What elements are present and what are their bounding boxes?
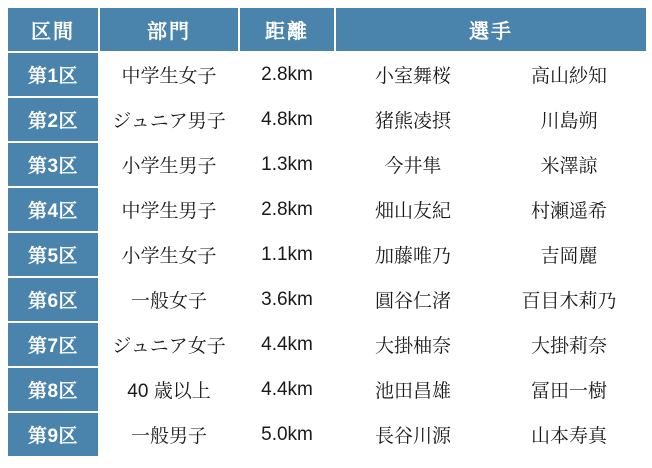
cell-runner-1: 圓谷仁渚 bbox=[335, 277, 491, 322]
cell-distance: 1.3km bbox=[239, 142, 335, 187]
cell-distance: 1.1km bbox=[239, 232, 335, 277]
cell-distance: 2.8km bbox=[239, 187, 335, 232]
cell-section: 第6区 bbox=[7, 277, 99, 322]
cell-runner-2: 高山紗知 bbox=[491, 52, 647, 97]
table-row bbox=[7, 52, 647, 97]
cell-section: 第9区 bbox=[7, 412, 99, 457]
cell-division: 一般女子 bbox=[99, 277, 239, 322]
cell-section: 第5区 bbox=[7, 232, 99, 277]
cell-runner-1: 畑山友紀 bbox=[335, 187, 491, 232]
cell-runner-1: 今井隼 bbox=[335, 142, 491, 187]
cell-runner-1: 加藤唯乃 bbox=[335, 232, 491, 277]
cell-runner-1: 池田昌雄 bbox=[335, 367, 491, 412]
cell-runner-2: 米澤諒 bbox=[491, 142, 647, 187]
cell-division: 小学生女子 bbox=[99, 232, 239, 277]
cell-section: 第4区 bbox=[7, 187, 99, 232]
cell-section: 第3区 bbox=[7, 142, 99, 187]
table-row bbox=[7, 97, 647, 142]
cell-section: 第2区 bbox=[7, 97, 99, 142]
cell-runner-1: 長谷川源 bbox=[335, 412, 491, 457]
cell-division: 中学生女子 bbox=[99, 52, 239, 97]
cell-division: ジュニア女子 bbox=[99, 322, 239, 367]
cell-runner-2: 村瀬遥希 bbox=[491, 187, 647, 232]
table-row bbox=[7, 277, 647, 322]
table-row bbox=[7, 412, 647, 457]
cell-runner-2: 吉岡麗 bbox=[491, 232, 647, 277]
cell-runner-2: 冨田一樹 bbox=[491, 367, 647, 412]
table-row bbox=[7, 367, 647, 412]
cell-section: 第8区 bbox=[7, 367, 99, 412]
cell-runner-2: 川島朔 bbox=[491, 97, 647, 142]
table-header-row bbox=[7, 7, 647, 52]
cell-runner-2: 百目木莉乃 bbox=[491, 277, 647, 322]
cell-division: 40 歳以上 bbox=[99, 367, 239, 412]
table-row bbox=[7, 232, 647, 277]
cell-distance: 4.4km bbox=[239, 322, 335, 367]
cell-runner-1: 大掛柚奈 bbox=[335, 322, 491, 367]
column-header-section: 区間 bbox=[7, 7, 99, 52]
cell-division: 一般男子 bbox=[99, 412, 239, 457]
column-header-distance: 距離 bbox=[239, 7, 335, 52]
cell-section: 第7区 bbox=[7, 322, 99, 367]
cell-division: 中学生男子 bbox=[99, 187, 239, 232]
cell-runner-2: 大掛莉奈 bbox=[491, 322, 647, 367]
cell-distance: 4.8km bbox=[239, 97, 335, 142]
table-header bbox=[7, 7, 647, 52]
cell-division: 小学生男子 bbox=[99, 142, 239, 187]
table-row bbox=[7, 187, 647, 232]
column-header-division: 部門 bbox=[99, 7, 239, 52]
cell-distance: 4.4km bbox=[239, 367, 335, 412]
cell-distance: 3.6km bbox=[239, 277, 335, 322]
table-body bbox=[7, 52, 647, 457]
table-row bbox=[7, 322, 647, 367]
cell-division: ジュニア男子 bbox=[99, 97, 239, 142]
table-row bbox=[7, 142, 647, 187]
cell-runner-2: 山本寿真 bbox=[491, 412, 647, 457]
cell-section: 第1区 bbox=[7, 52, 99, 97]
cell-runner-1: 小室舞桜 bbox=[335, 52, 491, 97]
relay-entry-table bbox=[6, 6, 648, 458]
column-header-players: 選手 bbox=[335, 7, 647, 52]
cell-distance: 5.0km bbox=[239, 412, 335, 457]
cell-distance: 2.8km bbox=[239, 52, 335, 97]
cell-runner-1: 猪熊凌摂 bbox=[335, 97, 491, 142]
